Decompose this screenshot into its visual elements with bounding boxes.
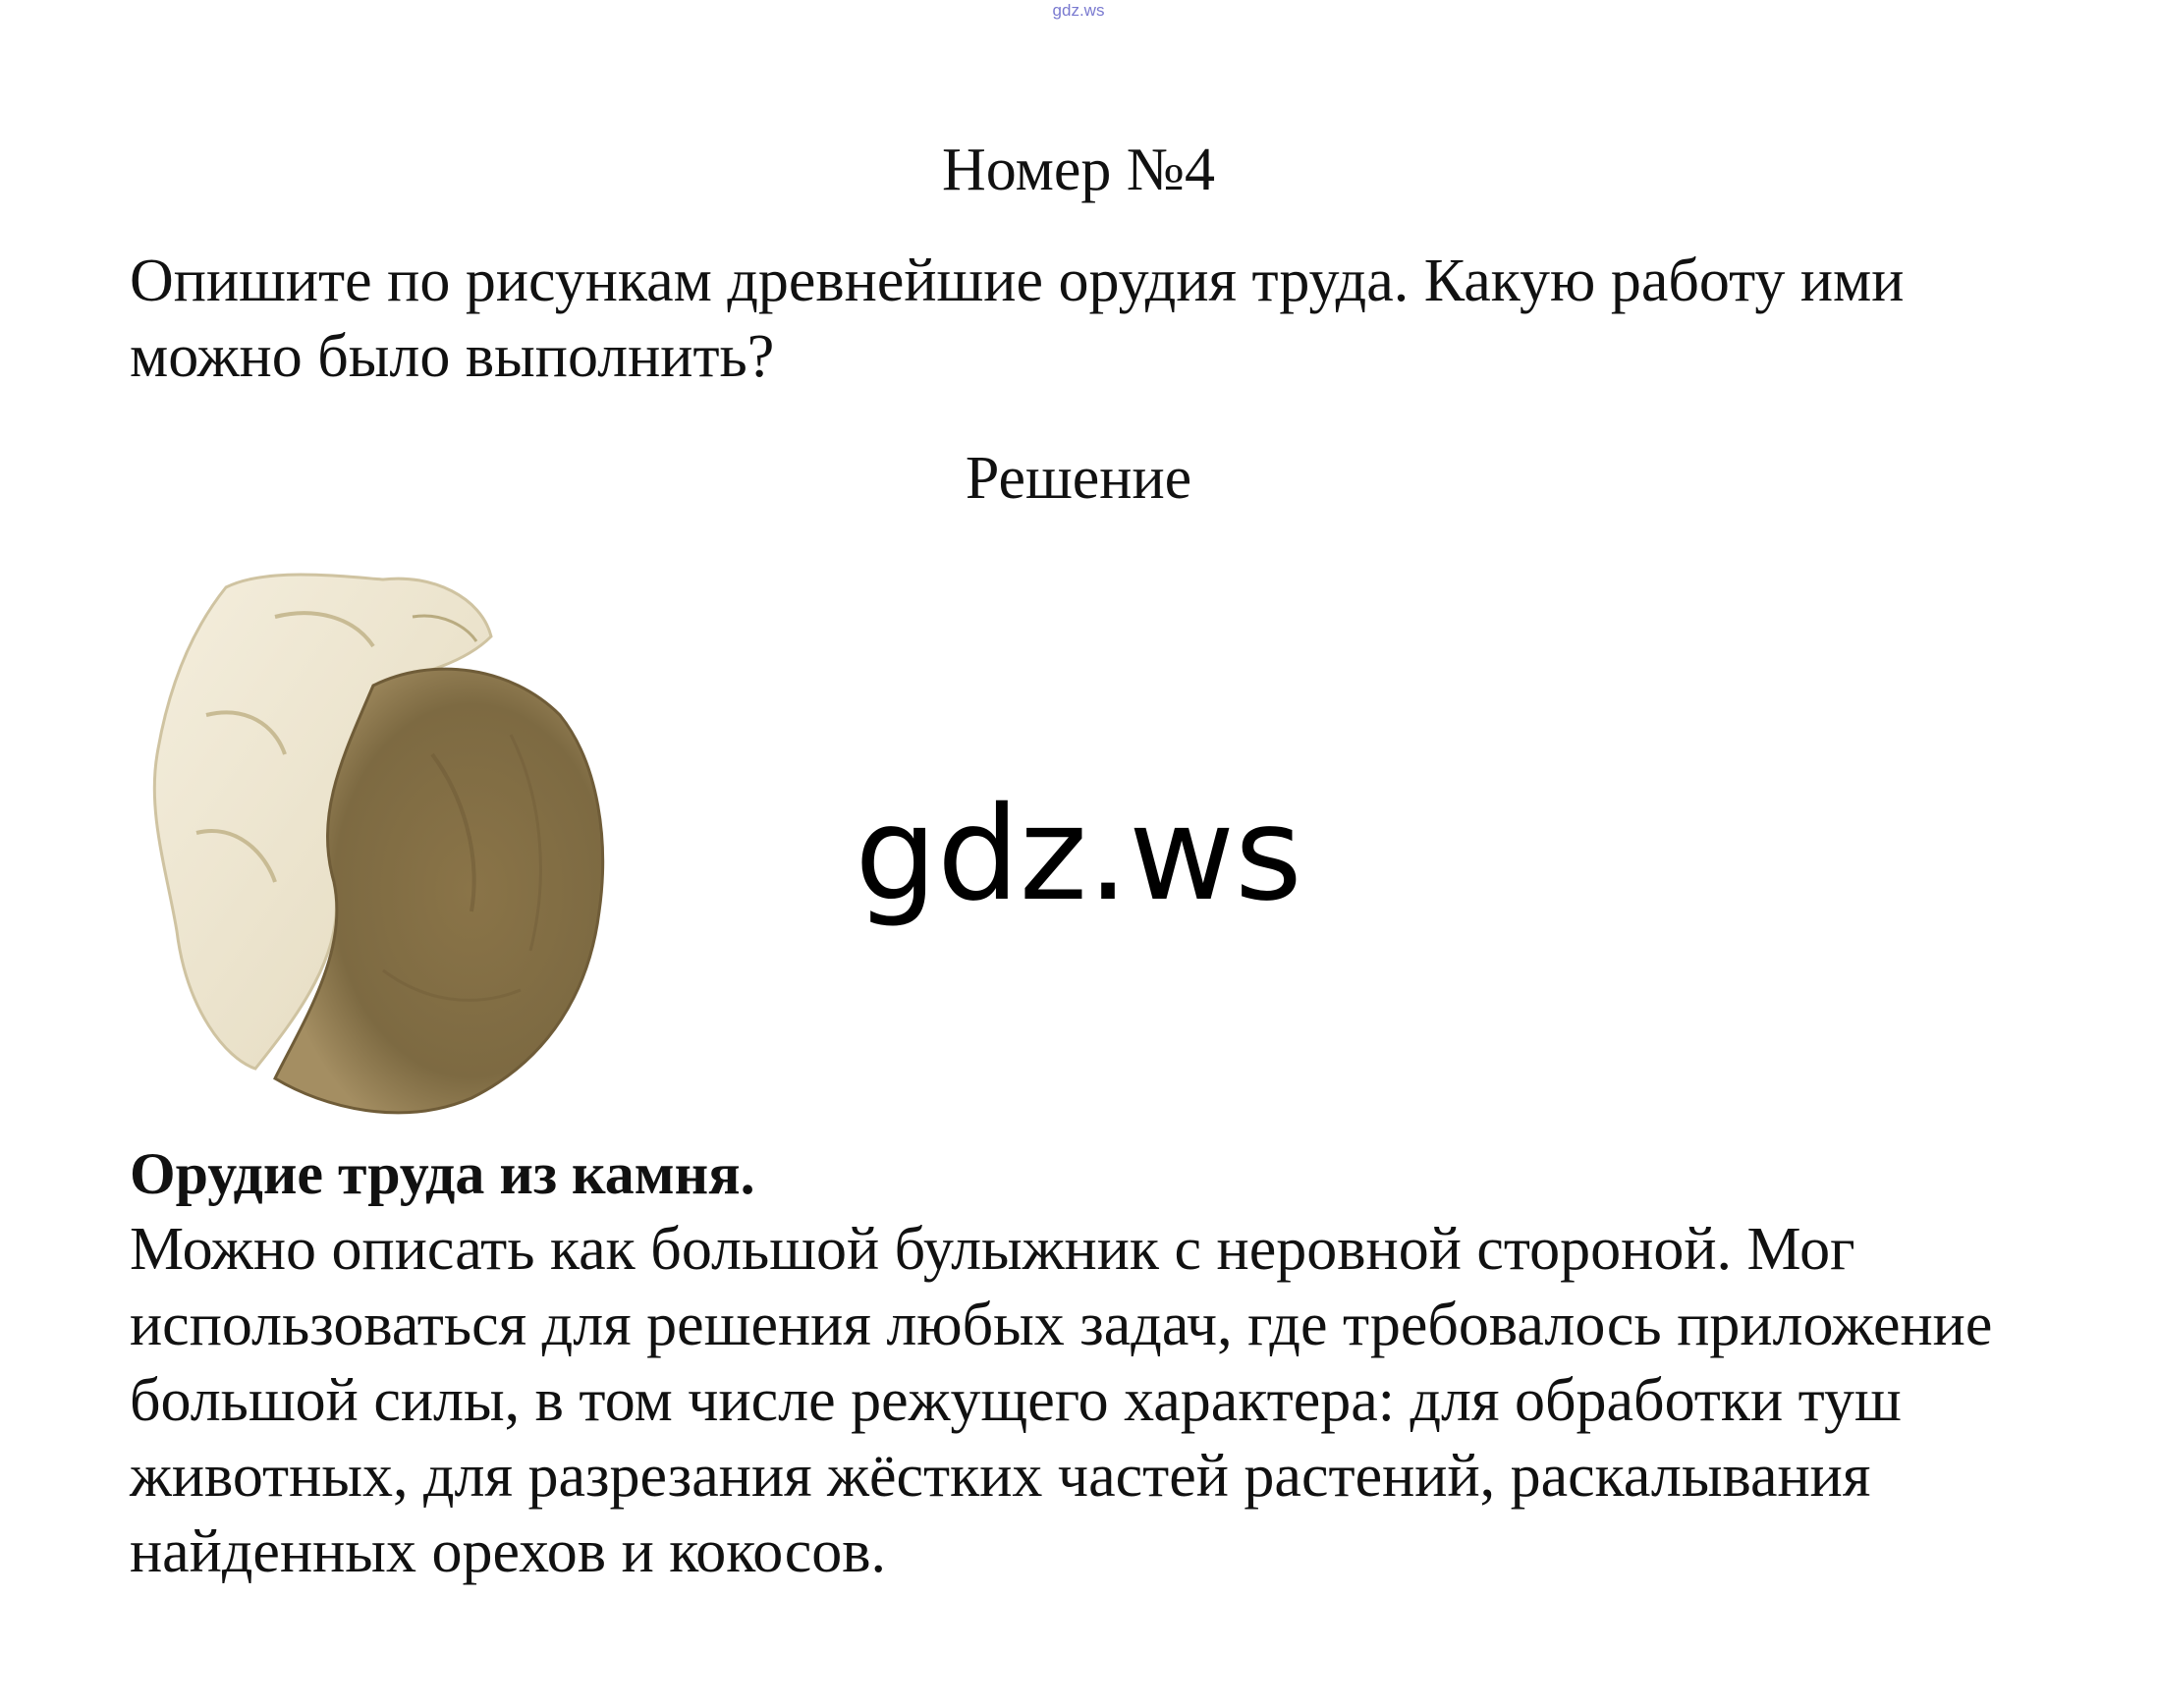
top-watermark: gdz.ws [1052, 1, 1105, 20]
center-watermark: gdz.ws [855, 779, 1302, 930]
answer-block [130, 1135, 2094, 1590]
solution-heading: Решение [965, 445, 1192, 512]
problem-number: Номер №4 [941, 137, 1215, 203]
answer-title: Орудие труда из камня. [130, 1141, 755, 1206]
question-text: Опишите по рисункам древнейшие орудия труда. Какую работу ими можно было выполнить? [130, 248, 1905, 390]
answer-text: Можно описать как большой булыжник с неровной стороной. Мог использоваться для решения любых задач, где требовалось приложение большой силы, в том числе режущего характера: для обработки туш животных, для разрезания жёстких частей растений, раскалывания найденных орехов и кокосов. [130, 1216, 1993, 1585]
